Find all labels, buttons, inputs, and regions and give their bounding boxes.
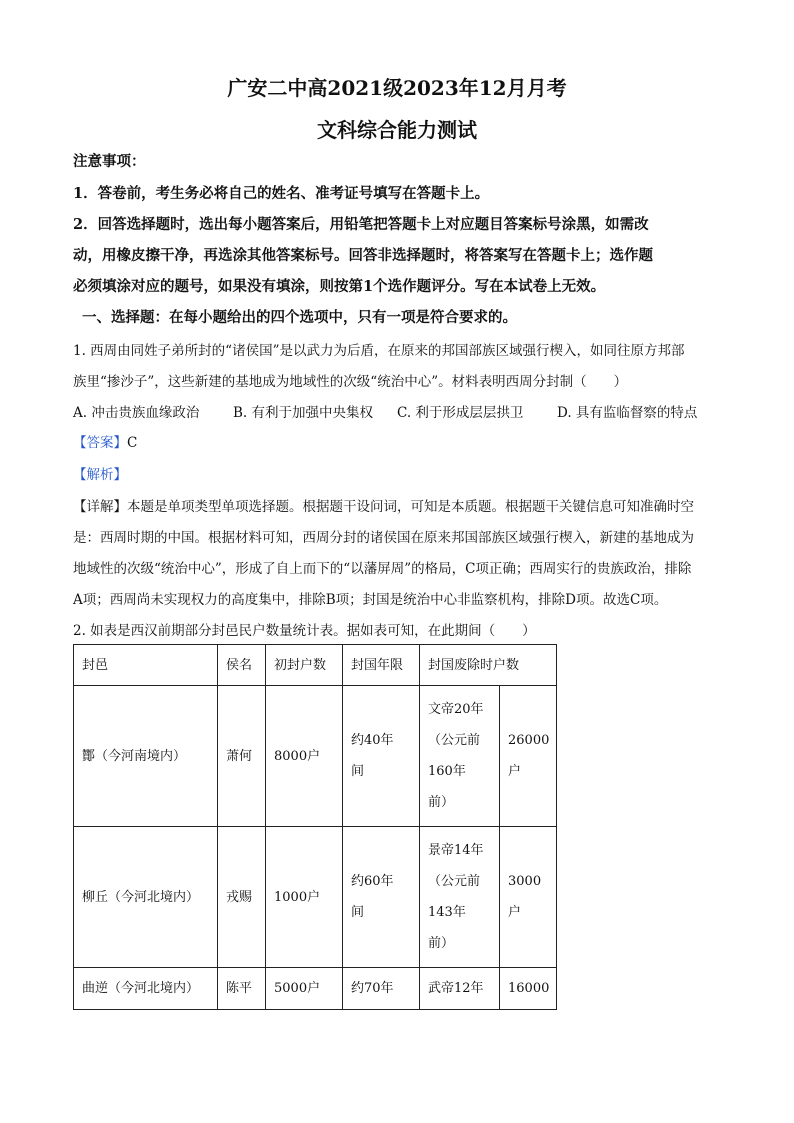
q1-stem-line-1: 1. 西周由同姓子弟所封的“诸侯国”是以武力为后盾，在原来的邦国部族区域强行楔入，如同往原方邦部: [73, 343, 685, 359]
abolish-time-line: 前）: [428, 936, 455, 951]
q1-option-d: D. 具有监临督察的特点: [557, 405, 698, 421]
notice-item-2-line-1: 2．回答选择题时，选出每小题答案后，用铅笔把答题卡上对应题目答案标号涂黑，如需改: [73, 216, 649, 233]
notice-heading: 注意事项：: [73, 153, 146, 170]
abolish-time-line: 前）: [428, 795, 455, 810]
header-cell: 初封户数: [266, 645, 343, 686]
abolish-time-line: （公元前: [428, 874, 481, 889]
years-cell: [343, 827, 420, 968]
header-cell: 封邑: [74, 645, 218, 686]
q2-stem: 2. 如表是西汉前期部分封邑民户数量统计表。据如表可知，在此期间（ ）: [73, 623, 536, 639]
section-heading: 一、选择题：在每小题给出的四个选项中，只有一项是符合要求的。: [82, 309, 517, 326]
table-row: [74, 827, 557, 968]
abolish-count-line: 户: [508, 764, 522, 779]
abolish-count-line: 3000: [508, 874, 542, 889]
q1-detail-line-3: 地域性的次级“统治中心”，形成了自上而下的“以藩屏周”的格局，C项正确；西周实行的贵族政治，排除: [73, 561, 692, 577]
fief-cell: 曲逆（今河北境内）: [74, 968, 218, 1010]
marquis-cell: 戎赐: [218, 827, 266, 968]
marquis-cell: 萧何: [218, 686, 266, 827]
abolish-time-cell: 武帝12年: [420, 968, 500, 1010]
abolish-count-line: 26000: [508, 733, 550, 748]
years-cell: 约70年: [343, 968, 420, 1010]
header-cell: 封国年限: [343, 645, 420, 686]
detail-text-1: 本题是单项类型单项选择题。根据题干设问词，可知是本质题。根据题干关键信息可知准确时空: [127, 499, 694, 515]
title-line-1: 广安二中高2021级2023年12月月考: [227, 76, 567, 100]
initial-households-cell: 5000户: [266, 968, 343, 1010]
years-line: 间: [351, 905, 365, 920]
fief-cell: 酇（今河南境内）: [74, 686, 218, 827]
fief-cell: 柳丘（今河北境内）: [74, 827, 218, 968]
q1-stem-line-2: 族里“掺沙子”，这些新建的基地成为地域性的次级“统治中心”。材料表明西周分封制（ ）: [73, 374, 628, 390]
q1-detail-line-1: [73, 495, 694, 515]
table-header-row: [74, 645, 557, 686]
abolish-time-line: （公元前: [428, 733, 481, 748]
table-row: [74, 686, 557, 827]
q1-detail-line-2: 是：西周时期的中国。根据材料可知，西周分封的诸侯国在原来邦国部族区域强行楔入，新建的基地成为: [73, 530, 694, 546]
abolish-households-cell: 16000: [500, 968, 557, 1010]
answer-value: C: [127, 435, 138, 451]
abolish-time-line: 文帝20年: [428, 702, 484, 717]
fief-table: [73, 644, 557, 1010]
notice-item-1: 1．答卷前，考生务必将自己的姓名、准考证号填写在答题卡上。: [73, 185, 490, 202]
initial-households-cell: 1000户: [266, 827, 343, 968]
abolish-time-cell: [420, 827, 500, 968]
q1-option-a: A. 冲击贵族血缘政治: [73, 405, 200, 421]
detail-tag: 【详解】: [73, 499, 127, 515]
table-row: [74, 968, 557, 1010]
q1-detail-line-4: A项；西周尚未实现权力的高度集中，排除B项；封国是统治中心非监察机构，排除D项。故选C项。: [73, 592, 668, 608]
years-cell: [343, 686, 420, 827]
q1-option-c: C. 利于形成层层拱卫: [397, 405, 524, 421]
notice-item-2-line-3: 必须填涂对应的题号，如果没有填涂，则按第1个选作题评分。写在本试卷上无效。: [73, 278, 606, 295]
title-line-2: 文科综合能力测试: [317, 118, 477, 142]
notice-item-2-line-2: 动，用橡皮擦干净，再选涂其他答案标号。回答非选择题时，将答案写在答题卡上；选作题: [73, 247, 653, 264]
abolish-count-line: 户: [508, 905, 522, 920]
q1-answer: [73, 431, 137, 451]
header-cell: 侯名: [218, 645, 266, 686]
marquis-cell: 陈平: [218, 968, 266, 1010]
abolish-time-line: 160年: [428, 764, 466, 779]
abolish-time-cell: [420, 686, 500, 827]
abolish-time-line: 景帝14年: [428, 843, 484, 858]
years-line: 约60年: [351, 874, 394, 889]
abolish-households-cell: [500, 686, 557, 827]
header-cell: 封国废除时户数: [420, 645, 557, 686]
years-line: 约40年: [351, 733, 394, 748]
answer-tag: 【答案】: [73, 435, 127, 451]
initial-households-cell: 8000户: [266, 686, 343, 827]
q1-option-b: B. 有利于加强中央集权: [233, 405, 374, 421]
years-line: 间: [351, 764, 365, 779]
abolish-households-cell: [500, 827, 557, 968]
abolish-time-line: 143年: [428, 905, 466, 920]
analysis-tag: 【解析】: [73, 467, 127, 483]
